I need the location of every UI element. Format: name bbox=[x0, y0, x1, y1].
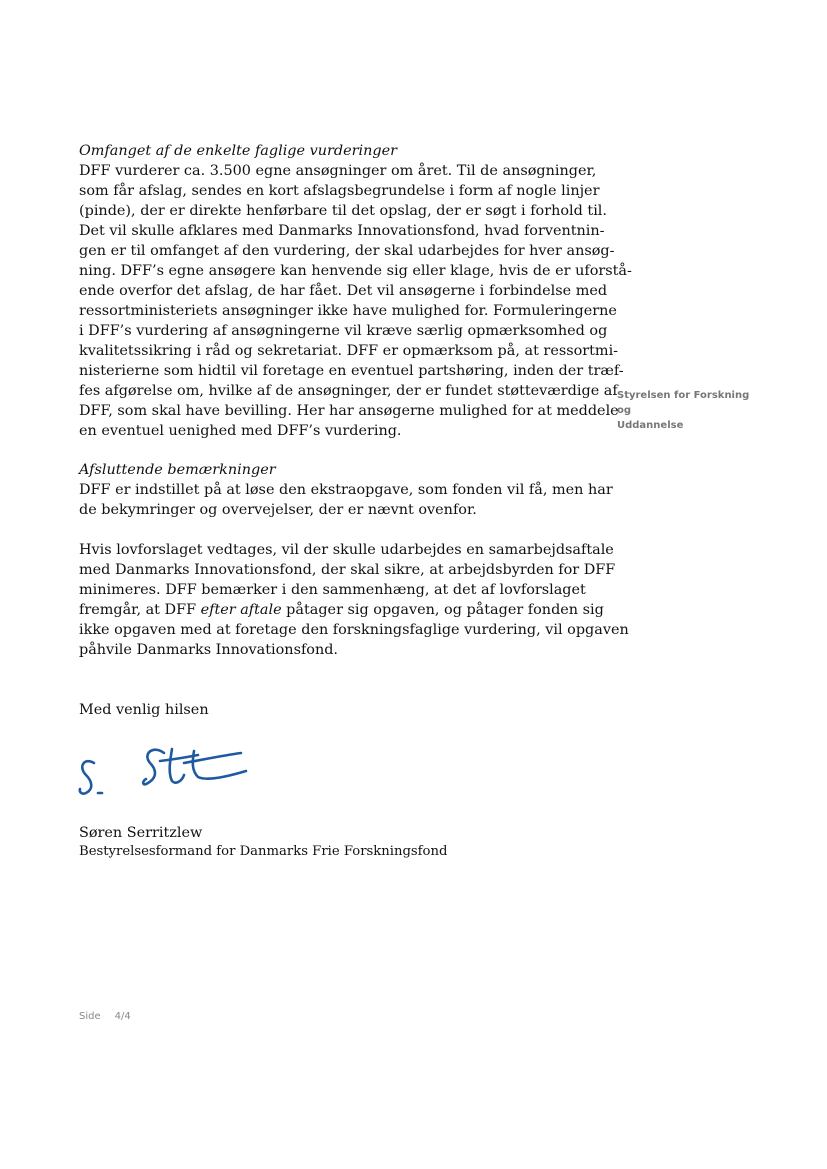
section-heading: Afsluttende bemærkninger bbox=[79, 462, 276, 478]
text-span: fremgår, at DFF bbox=[79, 602, 201, 618]
sidebar-organization bbox=[617, 388, 757, 433]
paragraph-line: påhvile Danmarks Innovationsfond. bbox=[79, 642, 338, 658]
paragraph-line: i DFF’s vurdering af ansøgningerne vil kræve særlig opmærksomhed og bbox=[79, 323, 608, 339]
paragraph-line: ressortministeriets ansøgninger ikke have mulighed for. Formuleringerne bbox=[79, 303, 617, 319]
emphasis-text: efter aftale bbox=[200, 602, 282, 618]
paragraph-line: som får afslag, sendes en kort afslagsbegrundelse i form af nogle linjer bbox=[79, 183, 600, 199]
paragraph-line: nisterierne som hidtil vil foretage en eventuel partshøring, inden der træf- bbox=[79, 363, 624, 379]
paragraph-line: ende overfor det afslag, de har fået. Det vil ansøgerne i forbindelse med bbox=[79, 283, 608, 299]
paragraph-line: minimeres. DFF bemærker i den sammenhæng, at det af lovforslaget bbox=[79, 582, 586, 598]
paragraph-line: ning. DFF’s egne ansøgere kan henvende sig eller klage, hvis de er uforstå- bbox=[79, 263, 632, 279]
page-label: Side bbox=[79, 1011, 101, 1022]
paragraph-line: Hvis lovforslaget vedtages, vil der skulle udarbejdes en samarbejdsaftale bbox=[79, 542, 614, 558]
paragraph-line: med Danmarks Innovationsfond, der skal sikre, at arbejdsbyrden for DFF bbox=[79, 562, 616, 578]
paragraph-line: en eventuel uenighed med DFF’s vurdering. bbox=[79, 423, 402, 439]
org-line: Uddannelse bbox=[617, 420, 684, 431]
paragraph-line: kvalitetssikring i råd og sekretariat. DFF er opmærksom på, at ressortmi- bbox=[79, 343, 619, 359]
paragraph-line: ikke opgaven med at foretage den forskningsfaglige vurdering, vil opgaven bbox=[79, 622, 629, 638]
handwritten-signature bbox=[76, 745, 251, 807]
paragraph-line: DFF er indstillet på at løse den ekstraopgave, som fonden vil få, men har bbox=[79, 482, 613, 498]
text-span: påtager sig opgaven, og påtager fonden sig bbox=[281, 602, 604, 618]
page-number: 4/4 bbox=[114, 1011, 131, 1022]
paragraph-line: DFF, som skal have bevilling. Her har ansøgerne mulighed for at meddele bbox=[79, 403, 619, 419]
greeting-text: Med venlig hilsen bbox=[79, 702, 209, 718]
signer-name: Søren Serritzlew bbox=[79, 825, 203, 841]
signer-title: Bestyrelsesformand for Danmarks Frie Forskningsfond bbox=[79, 844, 448, 859]
paragraph-line: gen er til omfanget af den vurdering, der skal udarbejdes for hver ansøg- bbox=[79, 243, 615, 259]
paragraph-line: Det vil skulle afklares med Danmarks Innovationsfond, hvad forventnin- bbox=[79, 223, 605, 239]
paragraph-line bbox=[79, 600, 604, 620]
paragraph-line: de bekymringer og overvejelser, der er nævnt ovenfor. bbox=[79, 502, 477, 518]
section-heading: Omfanget af de enkelte faglige vurderinger bbox=[79, 143, 397, 159]
page-footer bbox=[79, 1011, 145, 1022]
org-line: Styrelsen for Forskning og bbox=[617, 390, 750, 416]
paragraph-line: fes afgørelse om, hvilke af de ansøgninger, der er fundet støtteværdige af bbox=[79, 383, 618, 399]
paragraph-line: DFF vurderer ca. 3.500 egne ansøgninger om året. Til de ansøgninger, bbox=[79, 163, 597, 179]
paragraph-line: (pinde), der er direkte henførbare til det opslag, der er søgt i forhold til. bbox=[79, 203, 607, 219]
